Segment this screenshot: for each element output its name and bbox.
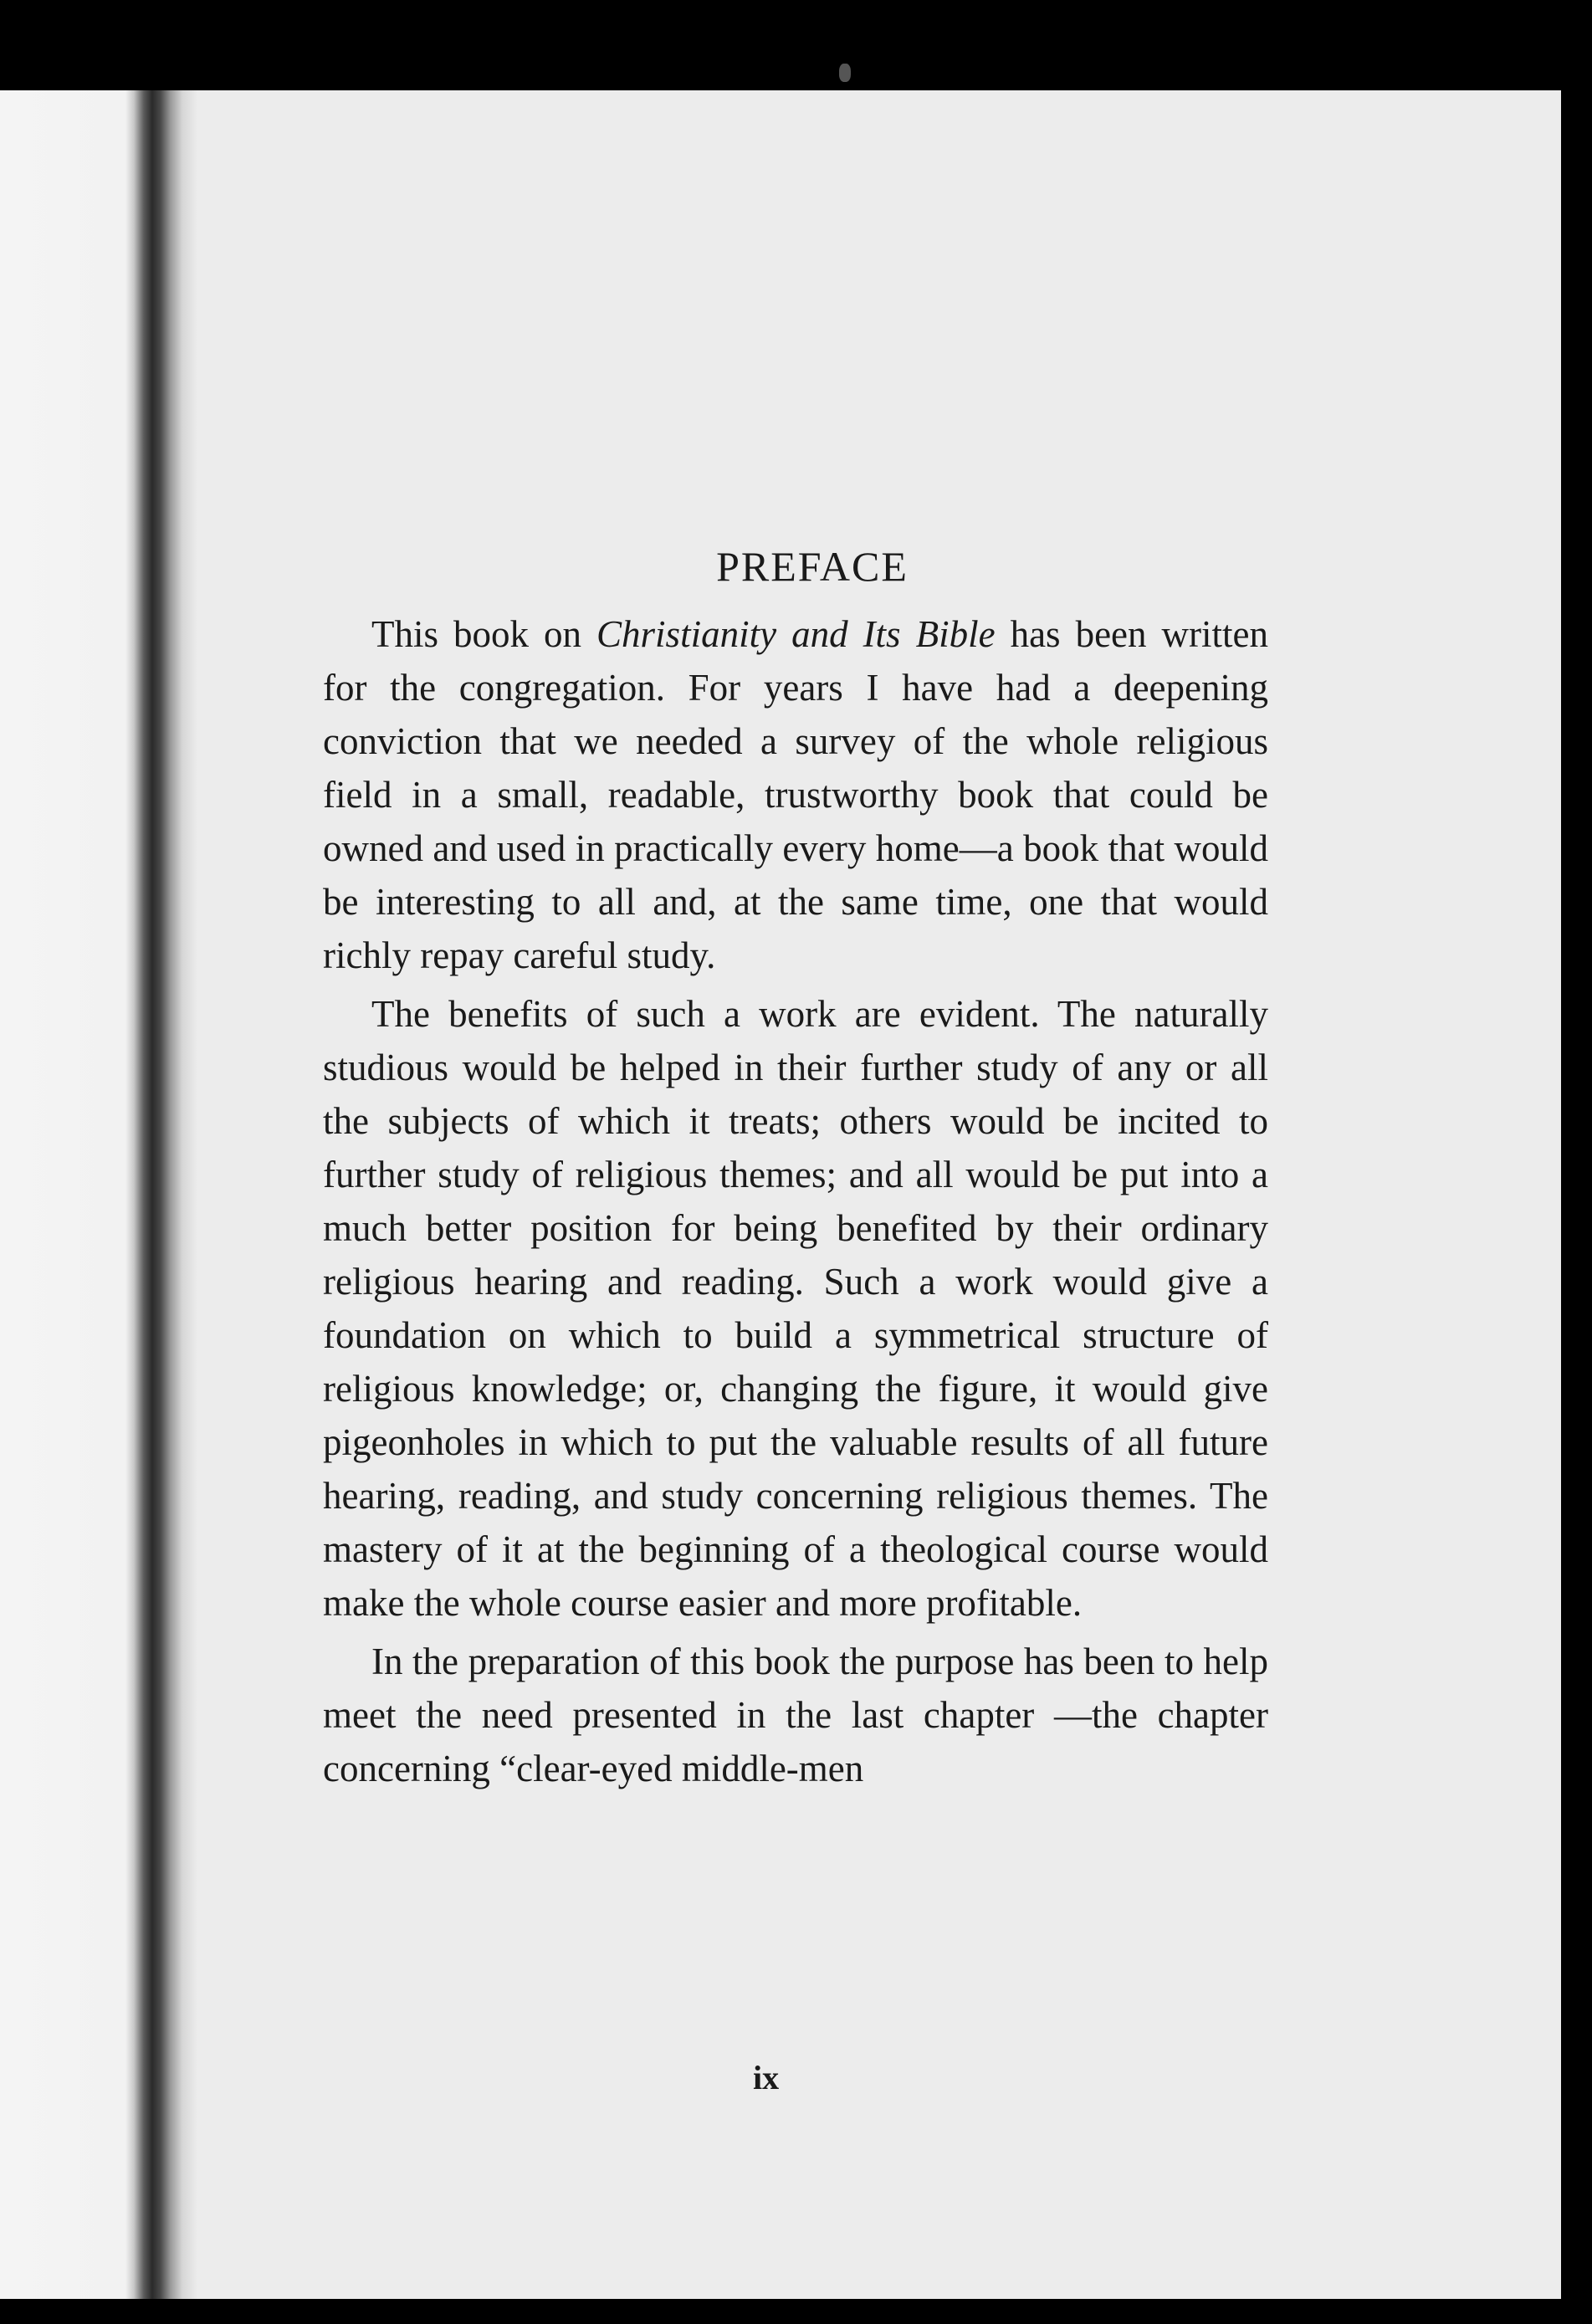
paragraph-3: In the preparation of this book the purpose has been to help meet the need presented in the last chapter —the chapter concerning “clear-eyed middle-men <box>323 1641 1268 1789</box>
dust-speck <box>839 64 851 82</box>
page-title: PREFACE <box>716 543 909 590</box>
paragraph-1-rest: has been written for the congregation. For years I have had a deepening conviction that we needed a survey of the whole religious field in a small, readable, trustworthy book that could be owned and used in practically every home—a book that would be interesting to all and, at the same time, one that would richly repay careful study. <box>323 613 1268 976</box>
paragraph-1-start: This book on <box>371 613 597 655</box>
book-title-italic: Christianity and Its Bible <box>596 613 996 655</box>
paragraph-1 <box>323 607 1268 982</box>
binding-gutter <box>0 90 197 2299</box>
book-page <box>0 90 1561 2299</box>
paragraph-2: The benefits of such a work are evident. The naturally studious would be helped in their further study of any or all the subjects of which it treats; others would be incited to further study of religious themes; and all would be put into a much better position for being benefited by their ordinary religious hearing and reading. Such a work would give a foundation on which to build a symmetrical structure of religious knowledge; or, changing the figure, it would give pigeonholes in which to put the valuable results of all future hearing, reading, and study concerning religious themes. The mastery of it at the beginning of a theological course would make the whole course easier and more profitable. <box>323 993 1268 1624</box>
page-number: ix <box>753 2059 780 2096</box>
page-content <box>323 542 1268 1800</box>
